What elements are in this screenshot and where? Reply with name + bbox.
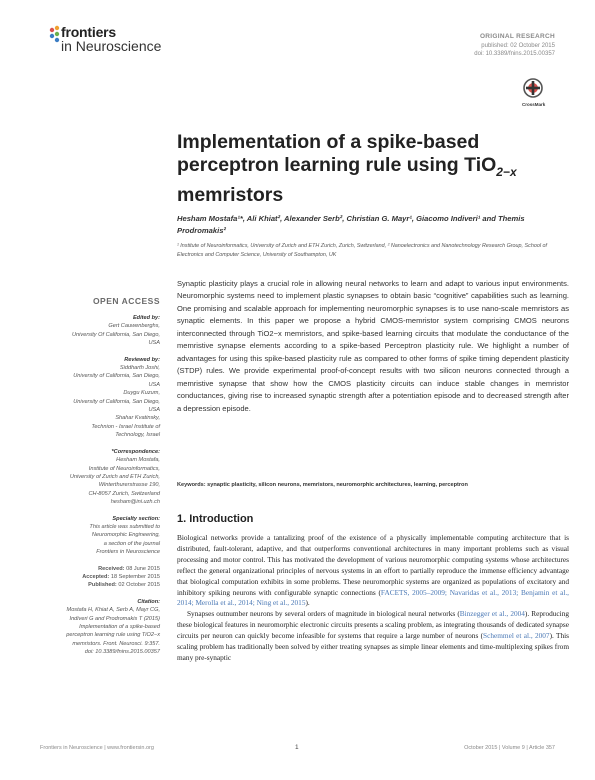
published-line [40, 581, 160, 589]
para1-text-b: ). [305, 598, 310, 608]
keywords [177, 482, 569, 488]
sidebar-line: Duygu Kuzum, [123, 390, 160, 397]
published-date-sidebar: 02 October 2015 [118, 582, 160, 589]
author-list[interactable]: Hesham Mostafa¹*, Ali Khiat², Alexander Serb², Christian G. Mayr¹, Giacomo Indiveri¹ and Themis Prodromakis² [177, 214, 525, 235]
published-date[interactable]: published: 02 October 2015 [481, 43, 555, 49]
abstract: Synaptic plasticity plays a crucial role in allowing neural networks to learn and adapt to various input environments. Neuromorphic systems need to implement plastic synapses to obtain basic “cognitive” capabilities such as learning. One promising and scalable approach for implementing neuromorphic synapses is to use nano-scale memristors as synaptic elements. In this paper we propose a hybrid CMOS-memristor system comprising CMOS neurons interconnected through TiO2−x memristors, and spike-based learning circuits that modulate the conductance of the memristive synapse elements according to a spike-based Perceptron plasticity rule. We highlight a number of advantages for using this spike-based plasticity rule as compared to other forms of spike timing dependent plasticity (STDP) rules. We provide experimental proof-of-concept results with two silicon neurons connected through a memristive synapse that show how the CMOS plasticity circuits can induce stable changes in memristor conductances, giving rise to increased synaptic strength after a potentiation episode and to decreased strength after a depression episode. [177, 279, 569, 413]
specialty-label: Specialty section: [112, 515, 160, 522]
correspondence-list[interactable] [40, 456, 160, 506]
sidebar-line: Frontiers in Neuroscience [96, 549, 160, 556]
sidebar-line: University Of California, San Diego, [72, 331, 160, 338]
footer-journal[interactable]: Frontiers in Neuroscience | www.frontiersin.org [40, 745, 154, 751]
citation-link[interactable]: Schemmel et al., 2007 [483, 631, 550, 641]
sidebar-line: USA [148, 407, 160, 414]
sidebar-line: memristors. Front. Neurosci. 9:357. [72, 640, 160, 647]
para2-text-a: Synapses outnumber neurons by several orders of magnitude in biological neural networks ( [187, 609, 460, 619]
received-date: 08 June 2015 [126, 565, 160, 572]
reviewed-by-list [40, 364, 160, 440]
open-access-badge: OPEN ACCESS [92, 296, 160, 306]
sidebar-line: USA [148, 340, 160, 347]
specialty-list [40, 523, 160, 557]
received-label: Received: [98, 565, 125, 572]
correspondence-label: *Correspondence: [111, 448, 160, 455]
para2-text-b: ). Reproducing these biological features in neuromorphic electronic circuits presents a scaling problem, as integrating thousands of dedicated synapse circuits per neuron can quickly become infeasible for systems that require a large number of neurons ( [177, 609, 569, 641]
footer-volume: October 2015 | Volume 9 | Article 357 [464, 745, 555, 751]
doi-link[interactable]: doi: 10.3389/fnins.2015.00357 [474, 51, 555, 57]
sidebar-line: Winterthurerstrasse 190, [98, 482, 160, 489]
sidebar-line: Siddharth Joshi, [119, 365, 160, 372]
paragraph [177, 609, 569, 664]
paragraph [177, 533, 569, 609]
title-main: Implementation of a spike-based perceptron learning rule using TiO [177, 131, 497, 176]
sidebar-line: CH-8057 Zurich, Switzerland [88, 490, 160, 497]
sidebar-line: Shahar Kvatinsky, [115, 415, 160, 422]
sidebar-line: perceptron learning rule using TiO2−x [66, 632, 160, 639]
para1-text-a: Biological networks provide a tantalizing proof of the existence of a physically implementable computing architecture that is distributed, fault-tolerant, adaptive, and that outperforms conventional architectures in many important problems such as visual processing and motor control. This has motivated the development of various neuromorphic computing systems whose architectures reflect the general organizational principles of nervous systems in an effort to partially reproduce the immense efficiency advantage that biological computation exhibits in some problems. These neuromorphic systems are organized as populations of excitatory and inhibitory spiking neurons with configurable synaptic connections ( [177, 533, 569, 597]
title-subscript: 2−x [496, 164, 517, 179]
page-number: 1 [295, 744, 299, 751]
affiliations: ¹ Institute of Neuroinformatics, University of Zurich and ETH Zurich, Zurich, Switzerland, ² Nanoelectronics and Nanotechnology Research Group, School of Electronics and Computer Science, University of Southampton, UK [177, 243, 548, 258]
sidebar-line: USA [148, 381, 160, 388]
reviewed-by-label: Reviewed by: [124, 356, 160, 363]
keywords-list: synaptic plasticity, silicon neurons, memristors, neuromorphic architectures, learning, perceptron [207, 482, 468, 488]
sidebar-line: Hesham Mostafa, [116, 457, 160, 464]
sidebar-line: doi: 10.3389/fnins.2015.00357 [84, 649, 160, 656]
section-heading-introduction: 1. Introduction [177, 513, 254, 525]
sidebar-line: Indiveri G and Prodromakis T (2015) [69, 615, 160, 622]
citation-list [40, 606, 160, 656]
keywords-label: Keywords: [177, 482, 206, 488]
sidebar-info [40, 314, 160, 657]
sidebar-line: a section of the journal [103, 540, 160, 547]
crossmark-icon [522, 78, 544, 98]
sidebar-line: Gert Cauwenberghs, [108, 323, 160, 330]
journal-name-line1: frontiers [61, 24, 116, 40]
sidebar-line: Institute of Neuroinformatics, [88, 465, 160, 472]
article-type: ORIGINAL RESEARCH [479, 33, 555, 40]
sidebar-line: Mostafa H, Khiat A, Serb A, Mayr CG, [66, 607, 160, 614]
sidebar-line: University of California, San Diego, [73, 398, 160, 405]
edited-by-list [40, 322, 160, 347]
para2-text-c: ). This scaling problem has traditionally been solved by either treating synapses as simple linear elements and time-multiplexing spikes from many pre-synaptic [177, 631, 570, 662]
received-line [40, 565, 160, 573]
sidebar-line: Implementation of a spike-based [79, 624, 160, 630]
journal-name-line2: in Neuroscience [61, 38, 162, 54]
citation-label: Citation: [137, 598, 160, 605]
published-label: Published: [88, 582, 117, 589]
citation-link[interactable]: FACETS, 2005–2009; Navaridas et al., 2013; Benjamin et al., 2014; Merolla et al., 2014; Ning et al., 2015 [177, 587, 569, 608]
sidebar-line: University of California, San Diego, [73, 373, 160, 380]
accepted-line [40, 573, 160, 581]
title-end: memristors [177, 183, 284, 206]
crossmark-badge[interactable] [522, 78, 546, 107]
citation-link[interactable]: Binzegger et al., 2004 [459, 609, 525, 619]
sidebar-line: This article was submitted to [89, 523, 160, 530]
sidebar-line: Technology, Israel [115, 432, 160, 439]
sidebar-line: University of Zurich and ETH Zurich, [69, 473, 160, 480]
sidebar-line: Technion - Israel Institute of [91, 423, 160, 430]
introduction-body [177, 533, 569, 664]
sidebar-line: hesham@ini.uzh.ch [110, 499, 160, 506]
crossmark-label: CrossMark [522, 102, 546, 107]
accepted-date: 18 September 2015 [110, 573, 160, 580]
sidebar-line: Neuromorphic Engineering, [91, 532, 160, 539]
accepted-label: Accepted: [82, 573, 110, 580]
article-title [177, 131, 567, 207]
edited-by-label: Edited by: [132, 315, 160, 321]
